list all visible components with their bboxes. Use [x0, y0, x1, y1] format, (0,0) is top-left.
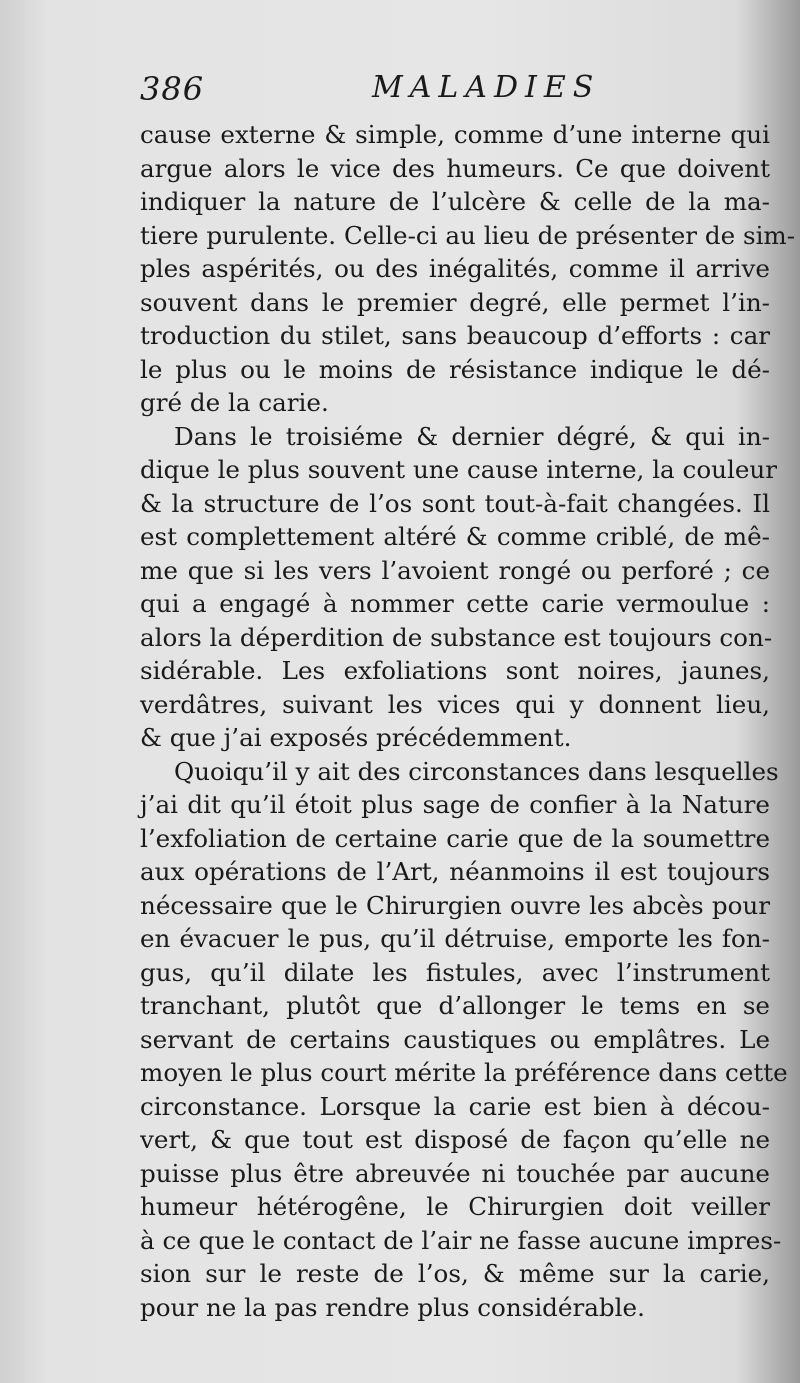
text-line: nécessaire que le Chirurgien ouvre les abcès pour: [140, 890, 770, 920]
text-line: indiquer la nature de l’ulcère & celle de la ma-: [140, 187, 770, 216]
page-body: [140, 118, 796, 1324]
text-line: j’ai dit qu’il étoit plus sage de confier à la Nature: [140, 790, 770, 819]
text-line: tranchant, plutôt que d’allonger le tems en se: [140, 991, 770, 1020]
text-line: alors la déperdition de substance est toujours con-: [140, 622, 773, 652]
text-line: troduction du stilet, sans beaucoup d’efforts : car: [140, 321, 770, 350]
text-line: sidérable. Les exfoliations sont noires, jaunes,: [140, 656, 770, 685]
text-line: l’exfoliation de certaine carie que de la soumettre: [140, 823, 770, 853]
running-title: MALADIES: [372, 70, 601, 105]
text-line: & la structure de l’os sont tout-à-fait changées. Il: [140, 488, 770, 518]
paragraph: [140, 420, 777, 755]
text-line: Dans le troisiéme & dernier dégré, & qui in-: [174, 421, 770, 451]
text-line: aux opérations de l’Art, néanmoins il est toujours: [140, 857, 770, 886]
text-line: à ce que le contact de l’air ne fasse aucune impres-: [140, 1225, 782, 1255]
text-line: qui a engagé à nommer cette carie vermoulue :: [140, 589, 770, 618]
text-line: cause externe & simple, comme d’une interne qui: [140, 120, 770, 149]
text-line: moyen le plus court mérite la préférence dans cette: [140, 1058, 788, 1087]
text-line: puisse plus être abreuvée ni touchée par aucune: [140, 1158, 770, 1188]
text-line: ples aspérités, ou des inégalités, comme il arrive: [140, 254, 770, 283]
text-line: souvent dans le premier degré, elle permet l’in-: [140, 287, 770, 317]
text-line: le plus ou le moins de résistance indique le dé-: [140, 354, 770, 384]
page-header: [140, 70, 780, 110]
text-line: verdâtres, suivant les vices qui y donnent lieu,: [140, 689, 770, 719]
paragraph: [140, 755, 788, 1325]
text-line: vert, & que tout est disposé de façon qu’elle ne: [140, 1125, 770, 1154]
text-line: dique le plus souvent une cause interne, la couleur: [140, 455, 777, 484]
text-line: circonstance. Lorsque la carie est bien à décou-: [140, 1091, 770, 1121]
text-line: Quoiqu’il y ait des circonstances dans lesquelles: [174, 756, 779, 786]
text-line: me que si les vers l’avoient rongé ou perforé ; ce: [140, 555, 770, 585]
text-line: humeur hétérogêne, le Chirurgien doit veiller: [140, 1192, 770, 1221]
text-line: sion sur le reste de l’os, & même sur la carie,: [140, 1259, 770, 1288]
text-line: en évacuer le pus, qu’il détruise, emporte les fon-: [140, 924, 770, 953]
text-line: tiere purulente. Celle-ci au lieu de présenter de sim-: [140, 220, 796, 250]
paragraph: [140, 118, 796, 420]
text-line: est complettement altéré & comme criblé, de mê-: [140, 522, 770, 551]
page-number: 386: [140, 70, 205, 108]
text-line: argue alors le vice des humeurs. Ce que doivent: [140, 153, 770, 183]
text-line: pour ne la pas rendre plus considérable.: [140, 1292, 645, 1322]
text-line: gré de la carie.: [140, 388, 329, 417]
text-line: servant de certains caustiques ou emplâtres. Le: [140, 1024, 770, 1054]
text-line: gus, qu’il dilate les fistules, avec l’instrument: [140, 957, 770, 987]
text-line: & que j’ai exposés précédemment.: [140, 723, 572, 752]
